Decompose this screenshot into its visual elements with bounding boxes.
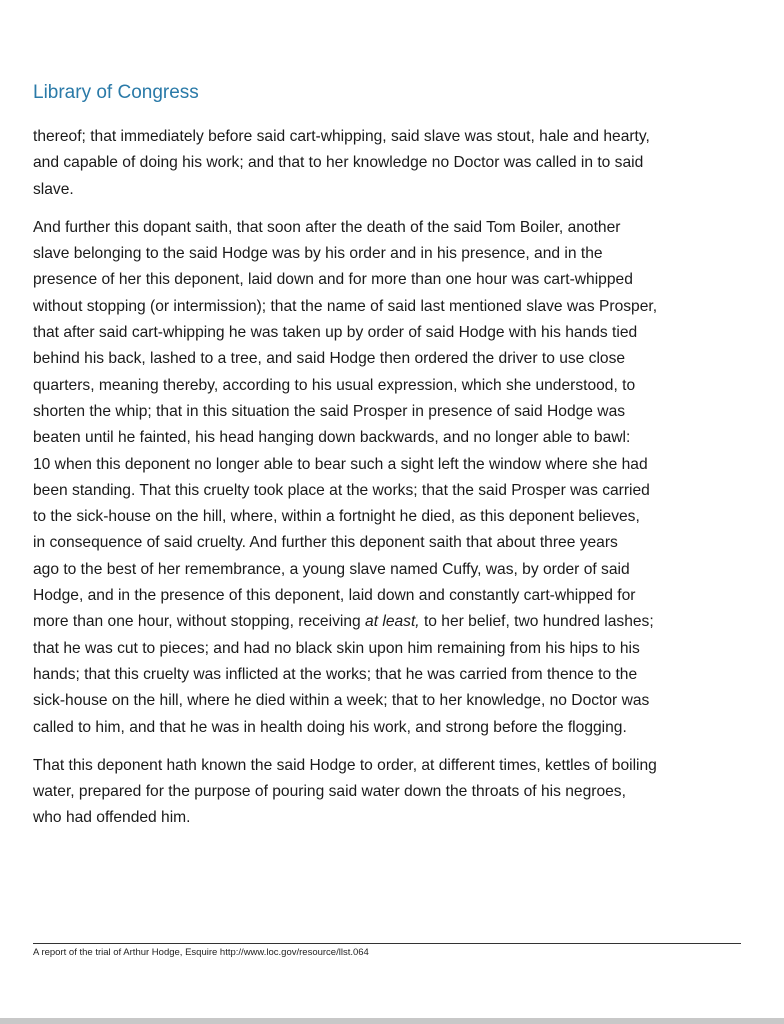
text-line: Hodge, and in the presence of this deponent, laid down and constantly cart-whipped for (33, 587, 636, 605)
document-body (33, 124, 753, 844)
text-line: shorten the whip; that in this situation the said Prosper in presence of said Hodge was (33, 402, 626, 420)
page-bottom-edge (0, 1018, 784, 1024)
page-header-title: Library of Congress (33, 82, 199, 103)
text-line: That this deponent hath known the said Hodge to order, at different times, kettles of boiling (33, 756, 657, 774)
text-line: quarters, meaning thereby, according to his usual expression, which she understood, to (33, 376, 636, 394)
text-line: beaten until he fainted, his head hanging down backwards, and no longer able to bawl: (33, 429, 631, 447)
footer-citation: A report of the trial of Arthur Hodge, Esquire http://www.loc.gov/resource/llst.064 (33, 947, 369, 958)
text-line: been standing. That this cruelty took place at the works; that the said Prosper was carried (33, 481, 650, 499)
text-line: without stopping (or intermission); that the name of said last mentioned slave was Prosper, (33, 297, 658, 315)
text-line: presence of her this deponent, laid down and for more than one hour was cart-whipped (33, 271, 633, 289)
text-line: sick-house on the hill, where he died within a week; that to her knowledge, no Doctor was (33, 692, 650, 710)
footer-divider (33, 943, 741, 944)
paragraph-2 (33, 215, 753, 741)
text-line: in consequence of said cruelty. And further this deponent saith that about three years (33, 534, 618, 552)
text-line: hands; that this cruelty was inflicted at the works; that he was carried from thence to the (33, 665, 638, 683)
text-line: 10 when this deponent no longer able to bear such a sight left the window where she had (33, 455, 648, 473)
text-line: who had offended him. (33, 809, 191, 827)
text-line: slave. (33, 180, 74, 198)
text-segment: to her belief, two hundred lashes; (419, 613, 654, 631)
text-line: that after said cart-whipping he was taken up by order of said Hodge with his hands tied (33, 324, 638, 342)
text-line: called to him, and that he was in health doing his work, and strong before the flogging. (33, 718, 627, 736)
text-line: slave belonging to the said Hodge was by his order and in his presence, and in the (33, 245, 603, 263)
text-line: thereof; that immediately before said cart-whipping, said slave was stout, hale and hearty, (33, 128, 650, 145)
text-segment: more than one hour, without stopping, receiving (33, 613, 366, 631)
text-line: ago to the best of her remembrance, a young slave named Cuffy, was, by order of said (33, 560, 630, 578)
italic-emphasis: at least, (365, 613, 420, 631)
text-line: and capable of doing his work; and that to her knowledge no Doctor was called in to said (33, 154, 644, 172)
text-line: behind his back, lashed to a tree, and said Hodge then ordered the driver to use close (33, 350, 626, 368)
text-line-with-italic (33, 609, 753, 635)
paragraph-3 (33, 753, 753, 832)
text-line: that he was cut to pieces; and had no black skin upon him remaining from his hips to his (33, 639, 640, 657)
text-line: water, prepared for the purpose of pouring said water down the throats of his negroes, (33, 783, 626, 801)
text-line: to the sick-house on the hill, where, within a fortnight he died, as this deponent believes, (33, 508, 640, 526)
text-line: And further this dopant saith, that soon after the death of the said Tom Boiler, another (33, 218, 621, 236)
paragraph-1 (33, 124, 753, 203)
